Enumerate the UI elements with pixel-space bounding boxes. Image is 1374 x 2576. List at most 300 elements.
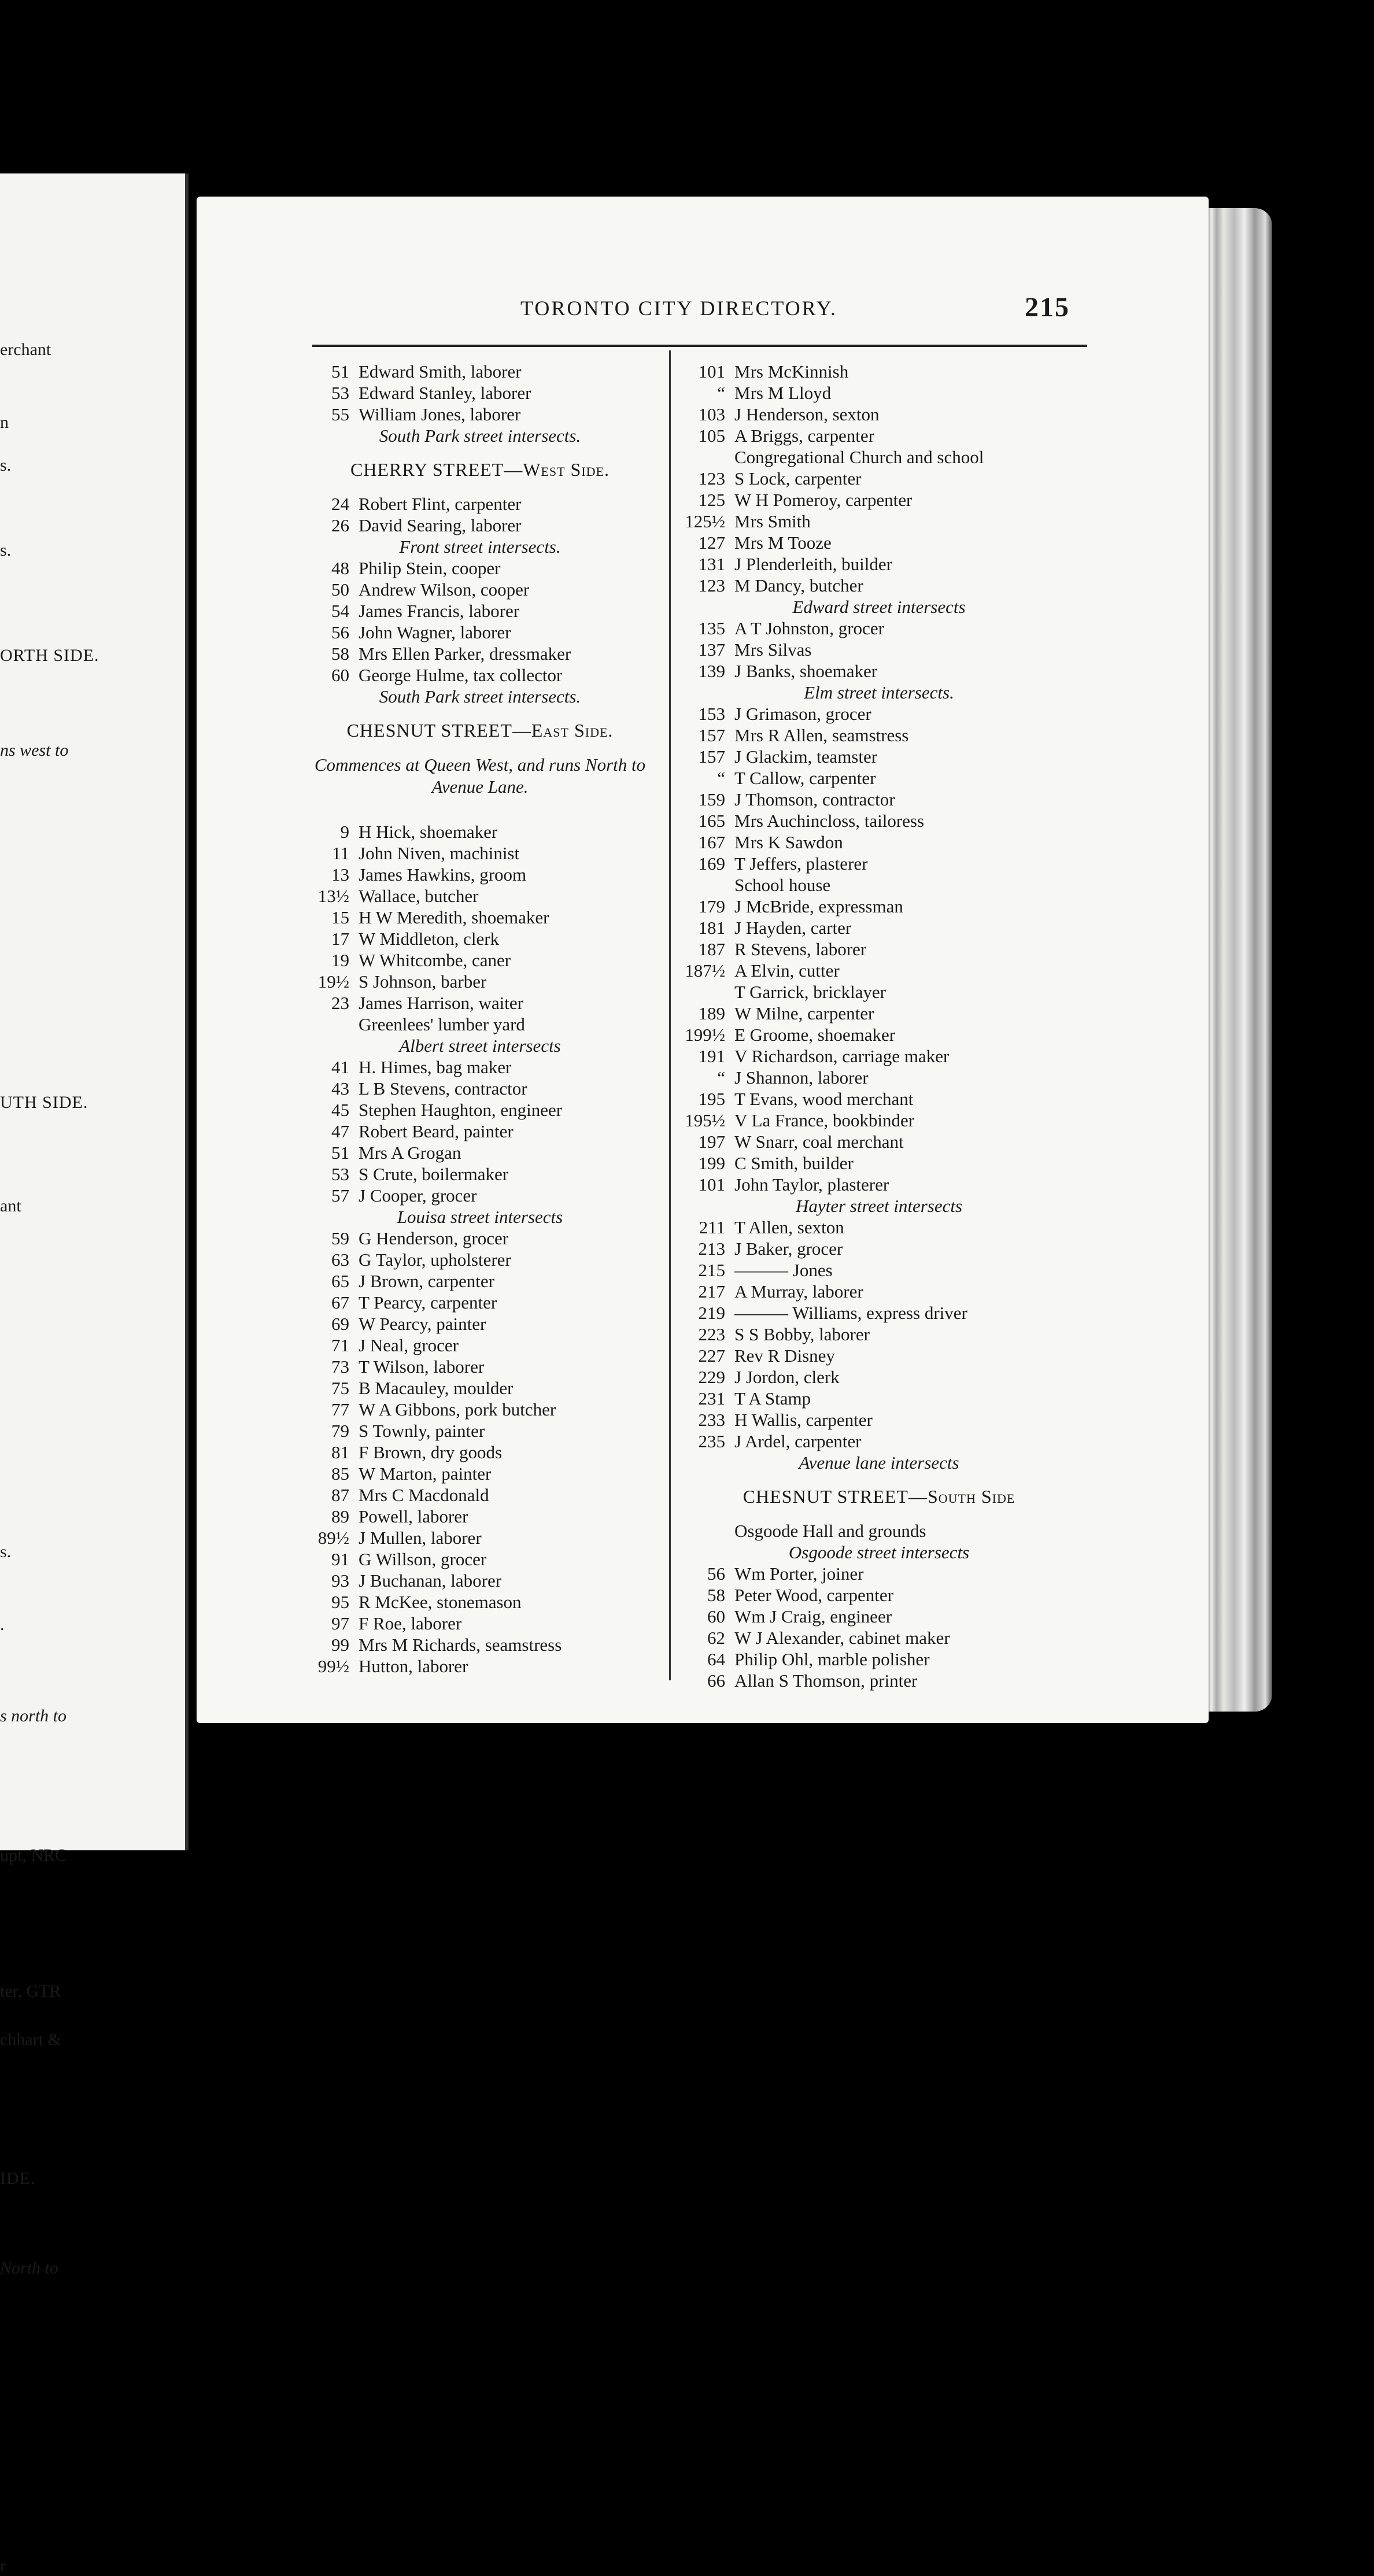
facing-page-text: ns west to — [0, 741, 69, 760]
street-heading — [677, 1486, 1081, 1507]
house-number: 233 — [698, 1410, 725, 1430]
house-number: 101 — [698, 1174, 725, 1195]
resident-name: Andrew Wilson, cooper — [359, 579, 530, 600]
directory-entry — [677, 1606, 1081, 1627]
directory-entry: Greenlees' lumber yard — [359, 1014, 525, 1034]
house-number: 195 — [698, 1089, 725, 1109]
directory-entry — [301, 622, 659, 643]
house-number: 63 — [331, 1250, 349, 1270]
street-side: East Side. — [531, 720, 614, 741]
resident-name: J Banks, shoemaker — [734, 661, 878, 681]
house-number: 231 — [698, 1388, 725, 1409]
resident-name: Wm Porter, joiner — [734, 1564, 864, 1584]
street-description: Commences at Queen West, and runs North to Avenue Lane. — [314, 755, 646, 797]
directory-entry — [301, 361, 659, 382]
intersection-note: Hayter street intersects — [795, 1196, 963, 1216]
house-number: 219 — [698, 1303, 725, 1323]
street-name: CHESNUT STREET— — [346, 720, 531, 741]
spacer — [677, 1507, 1081, 1520]
resident-name: Mrs R Allen, seamstress — [734, 725, 909, 745]
house-number: 103 — [698, 404, 725, 424]
resident-name: W Middleton, clerk — [359, 929, 500, 949]
directory-entry — [677, 853, 1081, 874]
house-number: 55 — [331, 404, 349, 424]
directory-entry — [677, 575, 1081, 596]
house-number: 85 — [331, 1463, 349, 1484]
resident-name: H Hick, shoemaker — [359, 822, 498, 842]
resident-name: C Smith, builder — [734, 1153, 854, 1173]
house-number: 69 — [331, 1314, 349, 1334]
intersection-note: Elm street intersects. — [804, 682, 954, 703]
facing-page-text: chhart & — [0, 2030, 61, 2050]
house-number: “ — [717, 1067, 725, 1088]
house-number: 157 — [698, 725, 725, 745]
directory-entry — [301, 1570, 659, 1591]
directory-entry — [301, 643, 659, 664]
resident-name: Philip Stein, cooper — [359, 558, 501, 578]
house-number: 53 — [331, 383, 349, 403]
house-number: 58 — [707, 1585, 725, 1605]
resident-name: G Willson, grocer — [359, 1549, 487, 1569]
directory-entry — [301, 664, 659, 686]
facing-page-text: ter, GTR — [0, 1982, 61, 2001]
resident-name: Philip Ohl, marble polisher — [734, 1649, 930, 1669]
resident-name: T Pearcy, carpenter — [359, 1292, 497, 1313]
resident-name: J Plenderleith, builder — [734, 554, 892, 574]
resident-name: Stephen Haughton, engineer — [359, 1100, 563, 1120]
house-number: 93 — [331, 1570, 349, 1591]
directory-entry — [301, 1591, 659, 1613]
house-number: 56 — [331, 622, 349, 642]
directory-entry — [677, 404, 1081, 425]
house-number: 195½ — [685, 1110, 725, 1130]
facing-page-text: IDE. — [0, 2168, 36, 2188]
resident-name: John Taylor, plasterer — [734, 1174, 889, 1195]
facing-page-fragment — [0, 173, 189, 2575]
intersection-note: Avenue lane intersects — [799, 1453, 959, 1473]
house-number: 135 — [698, 618, 725, 638]
directory-entry — [677, 917, 1081, 938]
resident-name: Mrs M Richards, seamstress — [359, 1635, 562, 1655]
facing-page-text: UTH SIDE. — [0, 1093, 88, 1112]
house-number: 187 — [698, 939, 725, 959]
spacer — [677, 1473, 1081, 1486]
facing-page-text: upt, NRC — [0, 1846, 67, 1865]
house-number: 191 — [698, 1046, 725, 1066]
resident-name: J Brown, carpenter — [359, 1271, 494, 1291]
facing-page-text: erchant — [0, 340, 51, 359]
house-number: 24 — [331, 494, 349, 514]
house-number: 123 — [698, 468, 725, 489]
directory-entry — [301, 1463, 659, 1484]
house-number: 181 — [698, 918, 725, 938]
resident-name: W A Gibbons, pork butcher — [359, 1399, 556, 1420]
house-number: 60 — [331, 665, 349, 685]
directory-entry — [677, 1067, 1081, 1088]
resident-name: James Harrison, waiter — [359, 993, 523, 1013]
street-name: CHESNUT STREET— — [743, 1486, 928, 1507]
resident-name: T Callow, carpenter — [734, 768, 876, 788]
resident-name: John Niven, machinist — [359, 843, 520, 863]
house-number: 123 — [698, 575, 725, 596]
house-number: 13 — [331, 864, 349, 885]
resident-name: Mrs M Lloyd — [734, 383, 832, 403]
directory-entry — [677, 1388, 1081, 1409]
resident-name: Powell, laborer — [359, 1506, 468, 1527]
house-number: 15 — [331, 907, 349, 927]
house-number: 229 — [698, 1367, 725, 1387]
house-number: 9 — [340, 822, 349, 842]
house-number: 67 — [331, 1292, 349, 1313]
resident-name: J Ardel, carpenter — [734, 1431, 862, 1451]
directory-entry — [677, 382, 1081, 404]
house-number: 77 — [331, 1399, 349, 1420]
resident-name: M Dancy, butcher — [734, 575, 863, 596]
house-number: 89 — [331, 1506, 349, 1527]
directory-entry — [677, 896, 1081, 917]
house-number: 64 — [707, 1649, 725, 1669]
directory-entry — [677, 489, 1081, 511]
resident-name: S Lock, carpenter — [734, 468, 862, 489]
house-number: “ — [717, 383, 725, 403]
directory-entry — [677, 1649, 1081, 1670]
resident-name: George Hulme, tax collector — [359, 665, 563, 685]
resident-name: Hutton, laborer — [359, 1656, 468, 1676]
resident-name: David Searing, laborer — [359, 515, 522, 535]
house-number: 59 — [331, 1228, 349, 1248]
house-number: 60 — [707, 1606, 725, 1627]
directory-entry — [677, 1238, 1081, 1259]
running-title: TORONTO CITY DIRECTORY. — [520, 297, 838, 320]
directory-entry — [301, 557, 659, 579]
resident-name: Wallace, butcher — [359, 886, 479, 906]
spacer — [301, 707, 659, 720]
resident-name: ——— Jones — [734, 1260, 833, 1280]
resident-name: Allan S Thomson, printer — [734, 1670, 918, 1691]
column-divider — [669, 350, 671, 1680]
directory-page — [197, 197, 1209, 1723]
house-number: 197 — [698, 1132, 725, 1152]
intersection-note: Osgoode street intersects — [788, 1542, 970, 1562]
house-number: 101 — [698, 361, 725, 382]
street-heading — [301, 720, 659, 741]
resident-name: V La France, bookbinder — [734, 1110, 915, 1130]
directory-entry — [677, 425, 1081, 446]
house-number: 187½ — [685, 960, 725, 981]
resident-name: S Townly, painter — [359, 1421, 485, 1441]
directory-entry — [301, 1420, 659, 1442]
spacer — [301, 481, 659, 493]
house-number: 50 — [331, 579, 349, 600]
house-number: 105 — [698, 426, 725, 446]
house-number: 97 — [331, 1613, 349, 1633]
resident-name: F Roe, laborer — [359, 1613, 462, 1633]
resident-name: Edward Smith, laborer — [359, 361, 522, 382]
resident-name: Mrs C Macdonald — [359, 1485, 489, 1505]
street-side: South Side — [927, 1486, 1015, 1507]
house-number: 87 — [331, 1485, 349, 1505]
house-number: “ — [717, 768, 725, 788]
directory-entry — [677, 703, 1081, 725]
house-number: 215 — [698, 1260, 725, 1280]
house-number: 91 — [331, 1549, 349, 1569]
house-number: 127 — [698, 533, 725, 553]
spacer — [301, 446, 659, 459]
resident-name: Mrs M Tooze — [734, 533, 832, 553]
resident-name: T A Stamp — [734, 1388, 811, 1409]
facing-page-text: s. — [0, 455, 12, 475]
resident-name: ——— Williams, express driver — [734, 1303, 967, 1323]
directory-entry — [301, 1142, 659, 1163]
directory-entry — [301, 1228, 659, 1249]
spacer — [301, 798, 659, 821]
directory-entry — [677, 1217, 1081, 1238]
directory-entry — [301, 842, 659, 864]
house-number: 217 — [698, 1281, 725, 1302]
house-number: 227 — [698, 1346, 725, 1366]
resident-name: James Francis, laborer — [359, 601, 520, 621]
directory-entry — [301, 600, 659, 622]
facing-page-text: ant — [0, 1196, 21, 1215]
resident-name: H Wallis, carpenter — [734, 1410, 873, 1430]
resident-name: Robert Beard, painter — [359, 1121, 514, 1141]
directory-entry — [301, 1356, 659, 1377]
resident-name: Peter Wood, carpenter — [734, 1585, 893, 1605]
resident-name: J Shannon, laborer — [734, 1067, 869, 1088]
house-number: 56 — [707, 1564, 725, 1584]
directory-entry — [677, 1131, 1081, 1152]
resident-name: G Taylor, upholsterer — [359, 1250, 511, 1270]
resident-name: T Jeffers, plasterer — [734, 853, 868, 874]
facing-page-text: r — [0, 2556, 6, 2575]
facing-page-text: n — [0, 413, 9, 432]
resident-name: S Crute, boilermaker — [359, 1164, 509, 1184]
resident-name: J Neal, grocer — [359, 1335, 459, 1355]
street-side: West Side. — [523, 459, 610, 480]
directory-entry — [677, 1045, 1081, 1067]
resident-name: Mrs K Sawdon — [734, 832, 843, 852]
directory-entry — [677, 468, 1081, 489]
resident-name: V Richardson, carriage maker — [734, 1046, 950, 1066]
house-number: 199½ — [685, 1025, 725, 1045]
page-header — [197, 292, 1081, 325]
house-number: 199 — [698, 1153, 725, 1173]
directory-entry — [301, 1527, 659, 1548]
house-number: 75 — [331, 1378, 349, 1398]
house-number: 48 — [331, 558, 349, 578]
resident-name: J McBride, expressman — [734, 896, 903, 916]
resident-name: J Thomson, contractor — [734, 789, 895, 810]
intersection-note: Edward street intersects — [792, 597, 966, 617]
directory-entry — [677, 1366, 1081, 1388]
directory-entry — [677, 639, 1081, 660]
directory-entry — [677, 1003, 1081, 1024]
resident-name: Robert Flint, carpenter — [359, 494, 522, 514]
resident-name: Mrs Smith — [734, 511, 811, 531]
resident-name: Edward Stanley, laborer — [359, 383, 531, 403]
house-number: 89½ — [317, 1528, 349, 1548]
directory-entry — [301, 1056, 659, 1078]
directory-entry — [301, 971, 659, 992]
resident-name: Wm J Craig, engineer — [734, 1606, 892, 1627]
resident-name: F Brown, dry goods — [359, 1442, 503, 1462]
house-number: 53 — [331, 1164, 349, 1184]
directory-entry — [301, 1655, 659, 1677]
resident-name: J Glackim, teamster — [734, 746, 878, 767]
house-number: 157 — [698, 746, 725, 767]
directory-entry — [677, 1024, 1081, 1045]
resident-name: J Grimason, grocer — [734, 704, 871, 724]
resident-name: W Milne, carpenter — [734, 1003, 874, 1023]
resident-name: John Wagner, laborer — [359, 622, 511, 642]
directory-entry — [677, 511, 1081, 532]
resident-name: J Buchanan, laborer — [359, 1570, 502, 1591]
directory-entry — [301, 1078, 659, 1099]
directory-entry — [301, 1506, 659, 1527]
resident-name: L B Stevens, contractor — [359, 1078, 527, 1099]
spacer — [301, 741, 659, 754]
facing-page-text: s north to — [0, 1706, 67, 1725]
house-number: 167 — [698, 832, 725, 852]
resident-name: Mrs Silvas — [734, 640, 812, 660]
resident-name: S S Bobby, laborer — [734, 1324, 870, 1344]
house-number: 65 — [331, 1271, 349, 1291]
house-number: 99½ — [317, 1656, 349, 1676]
house-number: 66 — [707, 1670, 725, 1691]
resident-name: R McKee, stonemason — [359, 1592, 522, 1612]
directory-entry — [301, 1484, 659, 1506]
directory-entry — [301, 1163, 659, 1185]
house-number: 54 — [331, 601, 349, 621]
directory-entry — [677, 810, 1081, 831]
left-column — [301, 361, 659, 1677]
resident-name: G Henderson, grocer — [359, 1228, 509, 1248]
directory-entry — [301, 1399, 659, 1420]
page-number: 215 — [1025, 292, 1070, 323]
directory-entry: School house — [734, 875, 831, 895]
house-number: 81 — [331, 1442, 349, 1462]
resident-name: A Briggs, carpenter — [734, 426, 874, 446]
directory-entry — [301, 907, 659, 928]
directory-entry — [677, 1409, 1081, 1431]
house-number: 23 — [331, 993, 349, 1013]
resident-name: A Elvin, cutter — [734, 960, 840, 981]
resident-name: R Stevens, laborer — [734, 939, 867, 959]
directory-entry — [301, 1634, 659, 1655]
house-number: 19½ — [317, 971, 349, 992]
resident-name: B Macauley, moulder — [359, 1378, 514, 1398]
directory-entry — [301, 992, 659, 1014]
resident-name: H. Himes, bag maker — [359, 1057, 512, 1077]
directory-entry — [677, 1259, 1081, 1281]
house-number: 169 — [698, 853, 725, 874]
house-number: 99 — [331, 1635, 349, 1655]
house-number: 26 — [331, 515, 349, 535]
directory-entry — [301, 949, 659, 971]
house-number: 131 — [698, 554, 725, 574]
directory-entry — [677, 960, 1081, 981]
resident-name: W Snarr, coal merchant — [734, 1132, 904, 1152]
house-number: 47 — [331, 1121, 349, 1141]
directory-entry — [677, 1431, 1081, 1452]
resident-name: W J Alexander, cabinet maker — [734, 1628, 950, 1648]
directory-entry — [677, 1302, 1081, 1324]
directory-entry — [301, 1292, 659, 1313]
directory-entry — [677, 1563, 1081, 1584]
directory-entry — [677, 1088, 1081, 1110]
directory-entry — [677, 1152, 1081, 1174]
directory-entry — [677, 660, 1081, 682]
directory-entry — [301, 864, 659, 885]
facing-page-text: s. — [0, 540, 12, 560]
directory-entry: Congregational Church and school — [734, 447, 984, 467]
directory-entry — [677, 1174, 1081, 1195]
page-edges — [1203, 208, 1272, 1712]
directory-entry — [301, 1335, 659, 1356]
resident-name: James Hawkins, groom — [359, 864, 527, 885]
resident-name: W Pearcy, painter — [359, 1314, 486, 1334]
house-number: 43 — [331, 1078, 349, 1099]
house-number: 11 — [332, 843, 349, 863]
resident-name: W Marton, painter — [359, 1463, 492, 1484]
directory-entry — [301, 885, 659, 907]
house-number: 165 — [698, 811, 725, 831]
resident-name: H W Meredith, shoemaker — [359, 907, 549, 927]
resident-name: J Mullen, laborer — [359, 1528, 482, 1548]
house-number: 51 — [331, 361, 349, 382]
directory-entry — [677, 746, 1081, 767]
directory-entry — [301, 1313, 659, 1335]
directory-entry — [301, 1613, 659, 1634]
house-number: 95 — [331, 1592, 349, 1612]
directory-entry — [301, 404, 659, 425]
house-number: 41 — [331, 1057, 349, 1077]
resident-name: Rev R Disney — [734, 1346, 835, 1366]
resident-name: Mrs McKinnish — [734, 361, 849, 382]
resident-name: W Whitcombe, caner — [359, 950, 511, 970]
house-number: 179 — [698, 896, 725, 916]
facing-page-text: ORTH SIDE. — [0, 646, 99, 666]
house-number: 19 — [331, 950, 349, 970]
directory-entry — [301, 382, 659, 404]
directory-entry — [301, 1377, 659, 1399]
resident-name: T Allen, sexton — [734, 1217, 844, 1237]
house-number: 58 — [331, 644, 349, 664]
resident-name: Mrs Auchincloss, tailoress — [734, 811, 925, 831]
resident-name: A T Johnston, grocer — [734, 618, 884, 638]
directory-entry — [677, 1110, 1081, 1131]
directory-entry — [677, 618, 1081, 639]
directory-entry: Osgoode Hall and grounds — [734, 1521, 926, 1541]
house-number: 45 — [331, 1100, 349, 1120]
directory-entry: T Garrick, bricklayer — [734, 982, 886, 1002]
directory-entry — [677, 1324, 1081, 1345]
resident-name: J Jordon, clerk — [734, 1367, 840, 1387]
directory-entry — [677, 767, 1081, 789]
facing-page-text: s. — [0, 1542, 12, 1561]
intersection-note: Front street intersects. — [399, 537, 561, 557]
house-number: 137 — [698, 640, 725, 660]
resident-name: Mrs A Grogan — [359, 1143, 461, 1163]
intersection-note: Louisa street intersects — [397, 1207, 563, 1227]
street-name: CHERRY STREET— — [350, 459, 523, 480]
header-rule — [312, 345, 1087, 347]
house-number: 13½ — [317, 886, 349, 906]
directory-entry — [301, 1099, 659, 1121]
directory-entry — [677, 1281, 1081, 1302]
resident-name: T Wilson, laborer — [359, 1357, 485, 1377]
directory-entry — [301, 928, 659, 949]
